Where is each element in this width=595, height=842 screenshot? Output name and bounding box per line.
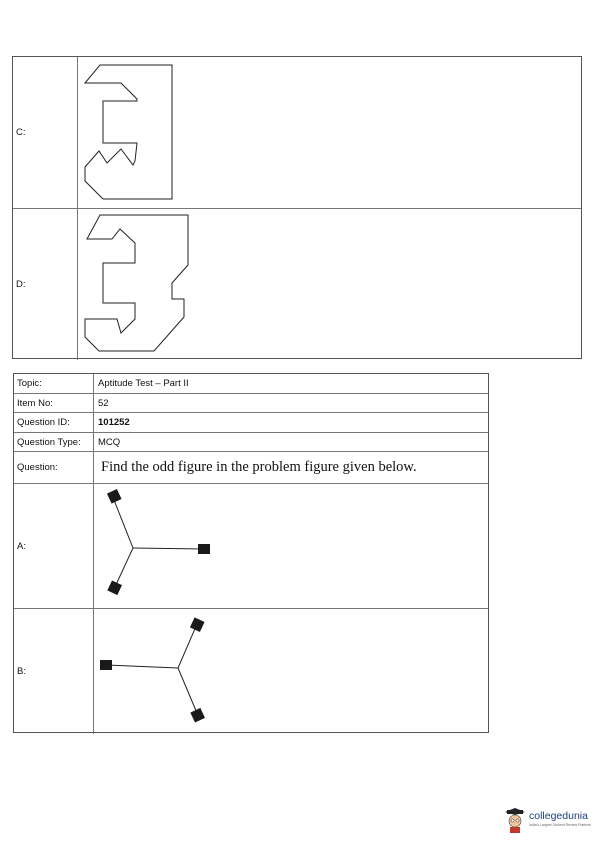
mascot-icon	[504, 808, 528, 834]
question-type-label: Question Type:	[14, 433, 94, 451]
topic-label: Topic:	[14, 374, 94, 393]
topic-value: Aptitude Test – Part II	[98, 378, 189, 389]
question-id-label: Question ID:	[14, 413, 94, 432]
option-b-label: B:	[14, 609, 94, 734]
item-no-label: Item No:	[14, 394, 94, 412]
logo-tagline: India's Largest Student Review Platform	[529, 823, 592, 827]
question-text: Find the odd figure in the problem figure given below.	[101, 459, 417, 475]
collegedunia-logo[interactable]	[504, 806, 594, 836]
option-d-label: D:	[13, 209, 78, 360]
question-label: Question:	[14, 452, 94, 483]
question-type-value: MCQ	[98, 436, 121, 448]
item-no-value: 52	[98, 397, 109, 409]
option-a-label: A:	[14, 484, 94, 608]
logo-name: collegedunia	[529, 810, 588, 822]
option-c-label: C:	[13, 57, 78, 208]
question-id-value: 101252	[98, 417, 130, 428]
